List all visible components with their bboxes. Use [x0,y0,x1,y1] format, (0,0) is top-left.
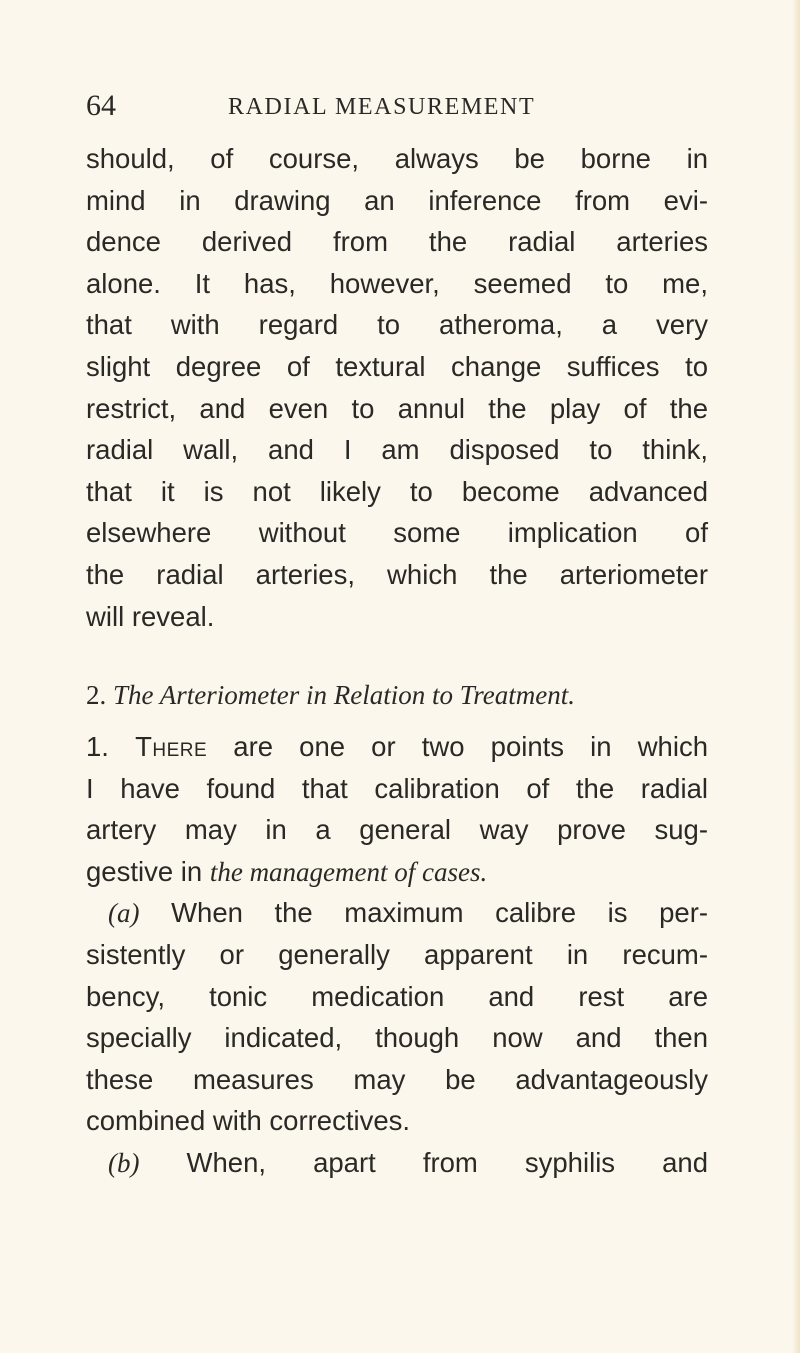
section-body [86,726,708,1184]
line-rest: When the maximum calibre is per- [171,897,709,929]
section-heading [86,675,708,717]
text-line [86,726,708,768]
text-line: that with regard to atheroma, a very [86,309,708,341]
section-title: The Arteriometer in Relation to Treatment. [113,680,575,710]
page-number: 64 [86,89,116,122]
text-line: that it is not likely to become advanced [86,475,708,507]
text-line: these measures may be advantageously [86,1063,708,1095]
section-heading-line [86,675,708,717]
text-line: mind in drawing an inference from evi- [86,184,708,216]
line-prefix: gestive in [86,855,203,887]
text-line: dence derived from the radial arteries [86,226,708,258]
text-line [86,851,708,893]
text-line: radial wall, and I am disposed to think, [86,434,708,466]
text-line: restrict, and even to annul the play of the [86,392,708,424]
text-line [86,1142,708,1184]
section-number: 2. [86,680,107,710]
text-line: combined with correctives. [86,1105,411,1137]
text-line: sistently or generally apparent in recum- [86,938,708,970]
text-line: the radial arteries, which the arteriometer [86,558,708,590]
running-header [86,88,706,128]
emphasis-text: the management of cases. [209,856,488,887]
point-number: 1. [86,731,109,762]
text-line: elsewhere without some implication of [86,517,708,549]
text-line: should, of course, always be borne in [86,143,708,174]
item-label-b: (b) [108,1147,140,1178]
page-edge-shading [792,0,800,1353]
lead-word: There [135,731,208,762]
text-line [86,892,708,934]
running-title: RADIAL MEASUREMENT [228,94,536,120]
text-line: slight degree of textural change suffices to [86,350,708,382]
line-rest: are one or two points in which [233,731,708,762]
text-line: I have found that calibration of the radial [86,772,708,804]
item-label-a: (a) [108,898,140,929]
line-rest: When, apart from syphilis and [186,1146,708,1178]
paragraph-continuation [86,138,708,637]
text-line: will reveal. [86,600,215,632]
text-line: bency, tonic medication and rest are [86,980,708,1012]
text-line: artery may in a general way prove sug- [86,814,708,846]
text-line: alone. It has, however, seemed to me, [86,267,708,299]
text-line: specially indicated, though now and then [86,1022,708,1054]
